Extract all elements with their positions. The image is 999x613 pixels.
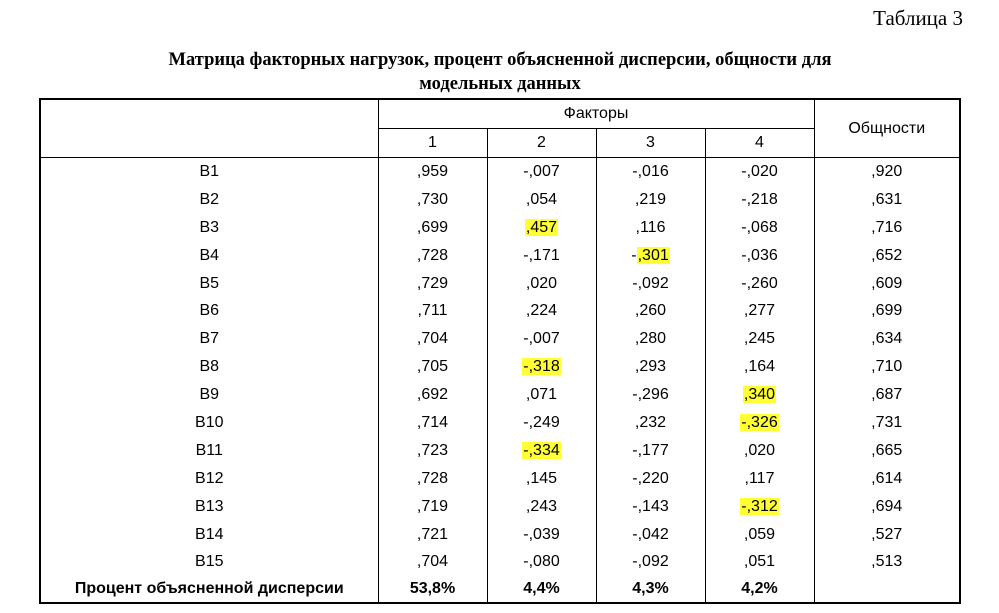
document-title	[0, 48, 999, 96]
variance-value: 53,8%	[378, 576, 487, 603]
communality-cell: ,710	[814, 353, 960, 381]
factor-loading-cell: -,039	[487, 521, 596, 549]
factor-loading-cell: ,224	[487, 297, 596, 325]
factor-loading-cell: -,296	[596, 381, 705, 409]
factor-loading-cell: ,704	[378, 548, 487, 576]
factor-loading-cell: ,728	[378, 465, 487, 493]
factor-loading-cell	[705, 409, 814, 437]
table-row	[40, 270, 960, 298]
table-row	[40, 325, 960, 353]
factor-loading-cell: ,728	[378, 242, 487, 270]
factor-loading-cell	[705, 493, 814, 521]
communality-cell: ,652	[814, 242, 960, 270]
row-label: B7	[199, 330, 220, 348]
table-row	[40, 465, 960, 493]
communality-cell: ,731	[814, 409, 960, 437]
highlighted-loading: -,312	[741, 497, 778, 515]
factor-loading-cell	[487, 353, 596, 381]
factor-loading-cell: ,116	[596, 214, 705, 242]
factor-loading-cell: ,699	[378, 214, 487, 242]
communality-cell: ,513	[814, 548, 960, 576]
table-label: Таблица 3	[873, 6, 963, 30]
factor-loading-cell: -,016	[596, 158, 705, 186]
factor-loading-cell: -,249	[487, 409, 596, 437]
factor-loading-cell: ,219	[596, 186, 705, 214]
factor-loading-cell: -,036	[705, 242, 814, 270]
row-label: B15	[195, 553, 224, 571]
factor-loading-cell: ,059	[705, 521, 814, 549]
factor-loading-cell	[487, 214, 596, 242]
table-row	[40, 493, 960, 521]
factor-loading-cell: ,277	[705, 297, 814, 325]
row-label: B10	[195, 413, 224, 431]
factor-loading-cell: -,080	[487, 548, 596, 576]
row-label: B1	[199, 162, 220, 180]
factor-loading-cell: ,719	[378, 493, 487, 521]
communality-cell: ,609	[814, 270, 960, 298]
factor-loading-cell: -,143	[596, 493, 705, 521]
communality-cell: ,694	[814, 493, 960, 521]
title-line-1: Матрица факторных нагрузок, процент объясненной дисперсии, общности для	[168, 50, 832, 70]
variance-row	[40, 576, 960, 603]
factor-loading-cell	[705, 381, 814, 409]
factor-loading-cell: ,730	[378, 186, 487, 214]
factor-loading-cell: ,714	[378, 409, 487, 437]
factor-loading-cell: ,293	[596, 353, 705, 381]
factor-loading-cell: ,117	[705, 465, 814, 493]
row-label: B14	[195, 525, 224, 543]
factor-loading-cell: ,054	[487, 186, 596, 214]
factor-number-header: 2	[487, 129, 596, 158]
variance-label: Процент объясненной дисперсии	[74, 580, 344, 598]
factor-loading-cell: ,280	[596, 325, 705, 353]
row-label: B11	[195, 441, 223, 459]
factor-loading-cell: ,260	[596, 297, 705, 325]
factor-loading-cell: -,171	[487, 242, 596, 270]
factor-loading-cell	[596, 242, 705, 270]
factor-loading-cell: ,721	[378, 521, 487, 549]
factor-loading-cell: ,243	[487, 493, 596, 521]
factor-loading-cell: -,007	[487, 158, 596, 186]
table-row	[40, 214, 960, 242]
row-label: B13	[195, 497, 224, 515]
factor-loading-cell: -,068	[705, 214, 814, 242]
highlighted-loading: -,318	[523, 358, 560, 376]
factor-loadings-table	[39, 98, 961, 604]
table-row	[40, 186, 960, 214]
factor-loading-cell: -,092	[596, 548, 705, 576]
row-label: B12	[195, 469, 224, 487]
factor-loading-cell: ,729	[378, 270, 487, 298]
factors-header: Факторы	[378, 99, 814, 129]
table-row	[40, 381, 960, 409]
communality-cell: ,665	[814, 437, 960, 465]
minus-sign: -	[631, 246, 637, 264]
communality-cell: ,716	[814, 214, 960, 242]
communality-header: Общности	[814, 99, 960, 158]
communality-cell: ,634	[814, 325, 960, 353]
communality-cell: ,687	[814, 381, 960, 409]
row-label: B8	[199, 358, 220, 376]
table-row	[40, 437, 960, 465]
factor-loading-cell: ,020	[705, 437, 814, 465]
communality-cell: ,920	[814, 158, 960, 186]
factor-loading-cell: ,145	[487, 465, 596, 493]
factor-loading-cell: -,220	[596, 465, 705, 493]
table-row	[40, 409, 960, 437]
factor-loading-cell: ,704	[378, 325, 487, 353]
communality-cell: ,527	[814, 521, 960, 549]
table-row	[40, 521, 960, 549]
communality-cell: ,699	[814, 297, 960, 325]
header-empty-cell	[40, 99, 378, 158]
factor-number-header: 4	[705, 129, 814, 158]
highlighted-loading: ,340	[743, 386, 776, 404]
factor-loading-cell: ,959	[378, 158, 487, 186]
factor-loading-cell: ,705	[378, 353, 487, 381]
table-row	[40, 242, 960, 270]
variance-value: 4,4%	[487, 576, 596, 603]
table-row	[40, 353, 960, 381]
variance-value: 4,3%	[596, 576, 705, 603]
highlighted-loading: ,457	[525, 218, 558, 236]
row-label: B4	[199, 246, 220, 264]
row-label: B3	[199, 218, 220, 236]
factor-loading-cell: ,692	[378, 381, 487, 409]
row-label: B2	[199, 190, 220, 208]
factor-loading-cell: -,177	[596, 437, 705, 465]
row-label: B5	[199, 274, 220, 292]
factor-number-header: 1	[378, 129, 487, 158]
variance-value: 4,2%	[705, 576, 814, 603]
table-row	[40, 158, 960, 186]
factor-loading-cell: ,071	[487, 381, 596, 409]
variance-empty-cell	[814, 576, 960, 603]
factor-number-header: 3	[596, 129, 705, 158]
communality-cell: ,614	[814, 465, 960, 493]
factor-loading-cell: ,164	[705, 353, 814, 381]
table-row	[40, 548, 960, 576]
factor-loading-cell: -,020	[705, 158, 814, 186]
factor-loading-cell: ,020	[487, 270, 596, 298]
factor-loading-cell: ,711	[378, 297, 487, 325]
factor-loading-cell: ,051	[705, 548, 814, 576]
factor-loading-cell: ,245	[705, 325, 814, 353]
row-label: B9	[199, 386, 220, 404]
factor-loading-cell: -,260	[705, 270, 814, 298]
factor-loading-cell: -,042	[596, 521, 705, 549]
row-label: B6	[199, 302, 220, 320]
factor-loading-cell: -,092	[596, 270, 705, 298]
title-line-2: модельных данных	[419, 74, 581, 94]
factor-loading-cell: ,232	[596, 409, 705, 437]
highlighted-loading: -,334	[523, 441, 560, 459]
factor-loading-cell: -,007	[487, 325, 596, 353]
communality-cell: ,631	[814, 186, 960, 214]
highlighted-loading: ,301	[637, 246, 669, 264]
table-row	[40, 297, 960, 325]
factor-loading-cell: ,723	[378, 437, 487, 465]
factor-loading-cell: -,218	[705, 186, 814, 214]
factor-loading-cell	[487, 437, 596, 465]
highlighted-loading: -,326	[741, 413, 778, 431]
